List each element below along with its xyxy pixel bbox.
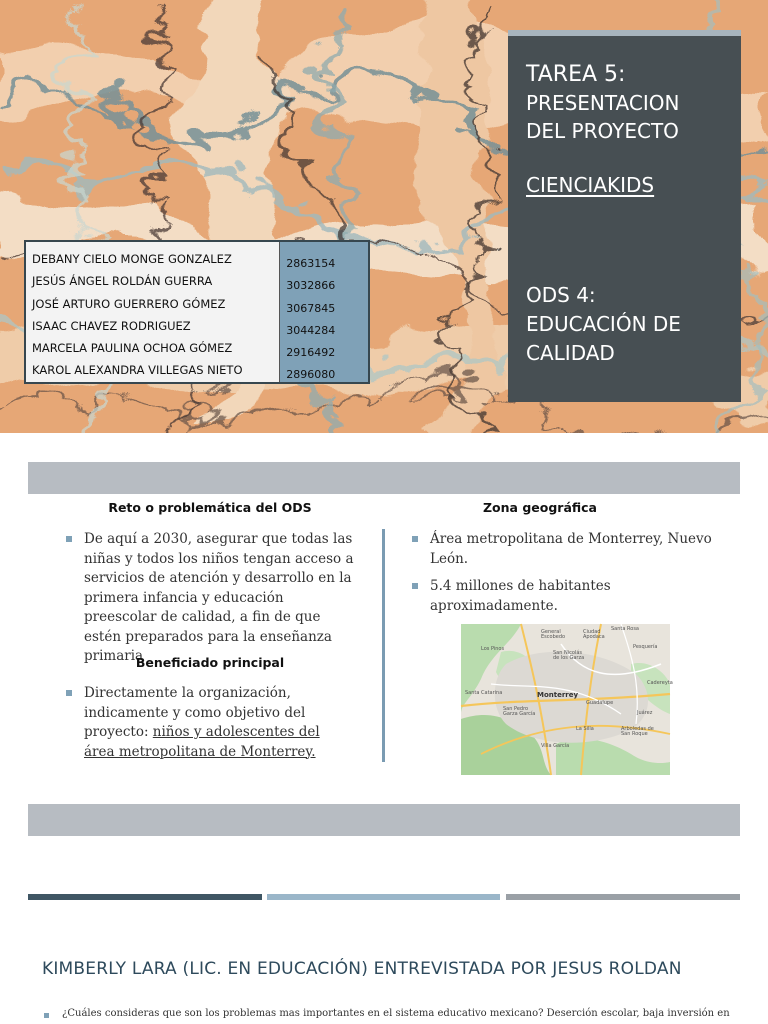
accent-stripe-dark xyxy=(28,894,262,900)
title-line-1: TAREA 5: xyxy=(526,62,626,87)
zone-item: Área metropolitana de Monterrey, Nuevo León. xyxy=(410,530,740,569)
member-ids-column xyxy=(279,242,368,382)
map-label-juarez: Juárez xyxy=(637,710,653,716)
beneficiary-heading: Beneficiado principal xyxy=(135,655,285,670)
map-label-escobedo: General Escobedo xyxy=(541,629,566,640)
member-id: 3032866 xyxy=(286,279,336,293)
title-line-3: DEL PROYECTO xyxy=(526,119,679,143)
interview-question: ¿Cuáles consideras que son los problemas mas importantes en el sistema educativo mexicano? Deserción escolar, baja inversión en xyxy=(42,1008,730,1019)
interview-title: KIMBERLY LARA (LIC. EN EDUCACIÓN) ENTREVISTADA POR JESUS ROLDAN xyxy=(42,959,682,979)
member-name: DEBANY CIELO MONGE GONZALEZ xyxy=(32,252,232,266)
member-id: 2916492 xyxy=(286,346,336,360)
footer-band xyxy=(28,804,740,836)
zone-item: 5.4 millones de habitantes aproximadamente. xyxy=(410,577,740,616)
map-label-villa-garcia: Villa García xyxy=(541,743,570,749)
ods-line-3: CALIDAD xyxy=(526,341,615,365)
title-line-2: PRESENTACION xyxy=(526,91,680,115)
member-name: KAROL ALEXANDRA VILLEGAS NIETO xyxy=(32,363,243,378)
monterrey-map xyxy=(461,624,673,775)
map-label-los-pinos: Los Pinos xyxy=(481,646,505,652)
map-label-cadereyta: Cadereyta xyxy=(647,680,673,686)
challenge-item: De aquí a 2030, asegurar que todas las niñas y todos los niños tengan acceso a servicios de atención y desarrollo en la primera infancia y educación preescolar de calidad, a fin de que estén preparados para la enseñanza primaria xyxy=(64,530,354,667)
map-label-apodaca: Ciudad Apodaca xyxy=(583,629,605,640)
map-label-santa-catarina: Santa Catarina xyxy=(465,690,503,696)
ods-line-1: ODS 4: xyxy=(526,283,596,307)
map-label-monterrey: Monterrey xyxy=(537,691,579,699)
beneficiary-list xyxy=(64,684,354,770)
member-name: JOSÉ ARTURO GUERRERO GÓMEZ xyxy=(32,296,226,311)
beneficiary-link[interactable]: niños y adolescentes del área metropolitana de Monterrey. xyxy=(84,724,320,760)
member-name: JESÚS ÁNGEL ROLDÁN GUERRA xyxy=(32,274,213,289)
challenge-list xyxy=(64,530,354,675)
beneficiary-item xyxy=(64,684,354,762)
member-names-column xyxy=(26,242,279,382)
header-band xyxy=(28,462,740,494)
interview-questions xyxy=(42,1008,730,1019)
member-name: MARCELA PAULINA OCHOA GÓMEZ xyxy=(32,341,233,356)
map-label-arboledas: Arboledas de San Roque xyxy=(621,726,654,737)
beneficiary-text: Directamente la organización, indicamente y como objetivo del proyecto: xyxy=(84,685,306,740)
zone-list xyxy=(410,530,740,624)
map-label-pesqueria: Pesquería xyxy=(633,644,658,650)
map-label-guadalupe: Guadalupe xyxy=(586,700,614,706)
map-label-san-pedro: San Pedro Garza García xyxy=(503,706,536,717)
member-name: ISAAC CHAVEZ RODRIGUEZ xyxy=(32,318,191,333)
accent-stripe-blue xyxy=(267,894,500,900)
accent-stripe-grey xyxy=(506,894,740,900)
ods-label xyxy=(526,281,725,368)
interview-slide xyxy=(0,869,768,1024)
project-name: CIENCIAKIDS xyxy=(526,173,655,197)
zone-heading: Zona geográfica xyxy=(482,500,597,515)
title-slide xyxy=(0,0,768,433)
member-id: 2863154 xyxy=(286,257,336,270)
ods-details-slide xyxy=(0,433,768,869)
title-box xyxy=(508,30,741,402)
member-id: 3044284 xyxy=(286,323,336,337)
ods-line-2: EDUCACIÓN DE xyxy=(526,312,681,336)
map-label-santa-rosa: Santa Rosa xyxy=(611,626,639,632)
map-label-la-silla: La Silla xyxy=(576,726,594,732)
challenge-heading: Reto o problemática del ODS xyxy=(108,500,312,515)
member-id: 2896080 xyxy=(286,368,336,382)
column-divider xyxy=(382,529,385,762)
map-label-san-nicolas: San Nicolás de los Garza xyxy=(553,650,585,661)
member-id: 3067845 xyxy=(286,301,336,315)
map-graphic xyxy=(461,624,673,775)
members-table xyxy=(24,240,370,384)
